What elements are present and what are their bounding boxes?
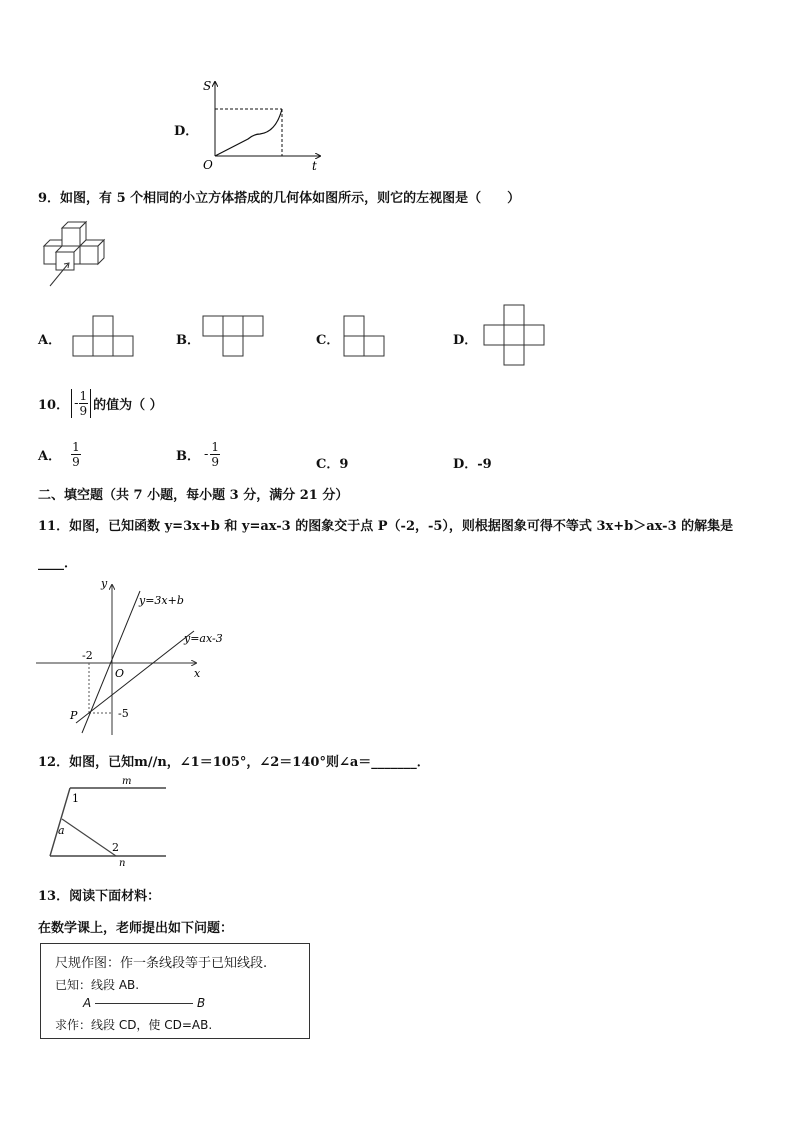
q10-option-d-label: D． [453, 457, 478, 472]
q10-option-c[interactable] [316, 453, 348, 472]
line1-label: y=3x+b [139, 594, 184, 607]
box-construct: 求作：线段 CD，使 CD=AB. [55, 1018, 213, 1032]
q12-figure [44, 774, 172, 866]
box-given: 已知：线段 AB. [55, 978, 140, 992]
label-angle-2: 2 [112, 841, 119, 854]
distance-curve [215, 109, 282, 156]
x-axis-label: x [194, 667, 201, 680]
box-segment-ab [95, 1003, 193, 1004]
q10-option-b-denominator: 9 [211, 455, 220, 469]
box-point-a: A [83, 996, 92, 1010]
q10-question [38, 389, 163, 418]
q10-denominator: 9 [79, 404, 88, 418]
q10-option-a-label: A． [38, 449, 62, 464]
t-axis-label: t [312, 159, 317, 173]
box-title: 尺规作图：作一条线段等于已知线段. [55, 956, 268, 971]
q10-option-b-label: B． [176, 449, 200, 464]
q13-heading: 13．阅读下面材料： [38, 889, 161, 904]
q10-option-a-numerator: 1 [72, 440, 80, 454]
q13-intro: 在数学课上，老师提出如下问题： [38, 921, 234, 936]
y-tick-label: -5 [118, 707, 129, 720]
box-point-b: B [197, 996, 206, 1010]
s-axis-label: S [203, 79, 212, 93]
q9-option-b-figure[interactable] [202, 315, 264, 359]
q10-abs-expression [71, 389, 91, 418]
origin-label: O [115, 667, 125, 680]
q10-option-b-sign: - [204, 447, 209, 462]
x-tick-label: -2 [82, 649, 93, 662]
q13-material-box [40, 943, 310, 1039]
q10-fraction [79, 389, 89, 418]
section-2-title: 二、填空题（共 7 小题，每小题 3 分，满分 21 分） [38, 488, 349, 503]
q10-option-d-value: -9 [477, 457, 492, 472]
line2-label: y=ax-3 [184, 632, 223, 645]
q9-option-a-label: A． [38, 333, 62, 348]
q10-option-d[interactable] [453, 453, 492, 472]
q9-option-c-label: C． [316, 333, 340, 348]
q9-option-a-figure[interactable] [72, 314, 134, 358]
q11-graph [36, 573, 236, 739]
q9-option-d-label: D． [453, 333, 478, 348]
label-n: n [119, 858, 126, 866]
q8-option-d-label: D． [174, 124, 199, 139]
q10-option-a-denominator: 9 [72, 455, 80, 469]
segment-to-n [62, 819, 116, 856]
label-angle-1: 1 [72, 792, 79, 805]
q10-number: 10． [38, 398, 70, 413]
q10-option-c-label: C． [316, 457, 340, 472]
q10-numerator: 1 [79, 389, 88, 403]
q10-tail: 的值为（ ） [93, 398, 163, 413]
q9-cube-figure [38, 220, 114, 292]
q11-answer-blank[interactable]: ____． [38, 556, 78, 571]
line-y-ax-minus-3 [76, 631, 194, 723]
q9-option-d-figure[interactable] [483, 304, 545, 368]
q10-option-a-fraction [71, 440, 81, 469]
q9-question: 9．如图，有 5 个相同的小立方体搭成的几何体如图所示，则它的左视图是（ ） [38, 191, 521, 206]
label-m: m [122, 776, 132, 787]
q9-option-b-label: B． [176, 333, 200, 348]
q10-option-b[interactable] [176, 440, 220, 469]
q10-option-b-fraction [210, 440, 220, 469]
q8-option-d-graph [198, 76, 328, 174]
y-axis-label: y [101, 577, 108, 590]
q10-minus-sign: - [74, 396, 79, 411]
q10-option-b-numerator: 1 [211, 440, 220, 454]
q10-option-a[interactable] [38, 440, 81, 469]
q11-question: 11．如图，已知函数 y=3x+b 和 y=ax-3 的图象交于点 P（-2，-5），则根据图象可得不等式 3x+b＞ax-3 的解集是 [38, 519, 734, 534]
q10-option-c-value: 9 [339, 457, 349, 472]
q12-question: 12．如图，已知m//n，∠1＝105°，∠2＝140°则∠a＝_______． [38, 755, 430, 770]
origin-label: O [203, 158, 213, 172]
label-alpha: a [58, 824, 65, 837]
point-p-label: P [70, 709, 78, 722]
q9-option-c-figure[interactable] [343, 315, 385, 359]
